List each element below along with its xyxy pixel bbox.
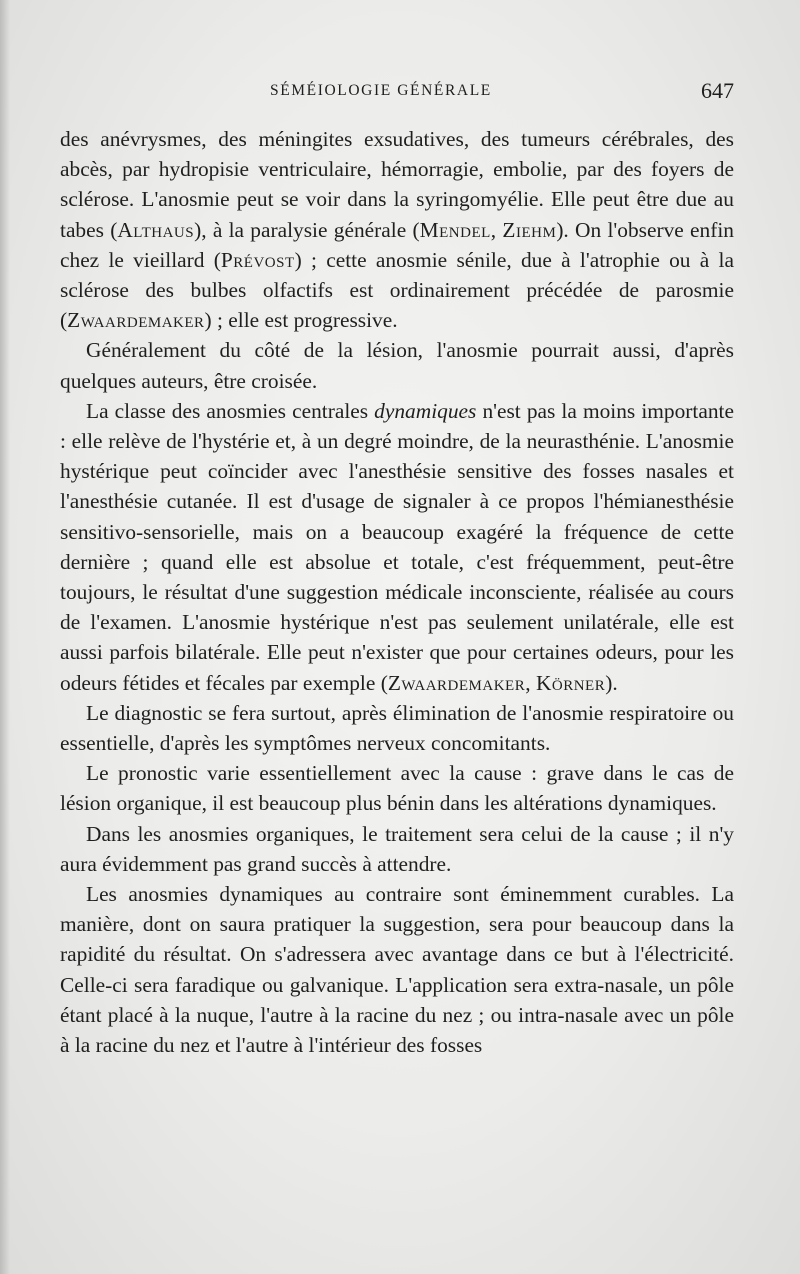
paragraph <box>60 758 734 818</box>
text-run: ) ; cette anosmie sénile, due à l'atrophie ou à la sclérose des bulbes olfactifs est ordinairement précédée de parosmie ( <box>60 247 734 333</box>
page-number: 647 <box>701 78 734 103</box>
emphasis: dynamiques <box>374 398 477 423</box>
page-edge-shadow <box>0 0 10 1274</box>
author-name: Prévost <box>220 247 295 272</box>
text-run: Le diagnostic se fera surtout, après élimination de l'anosmie respiratoire ou essentielle, d'après les symptômes nerveux concomitants. <box>60 700 734 756</box>
body-text <box>60 124 734 1060</box>
author-name: Zwaardemaker <box>67 308 205 333</box>
paragraph <box>60 396 734 698</box>
author-name: Zwaardemaker <box>387 670 526 695</box>
text-run: , <box>525 670 536 695</box>
text-run: ) ; elle est progressive. <box>204 308 398 333</box>
text-run: Le pronostic varie essentiellement avec la cause : grave dans le cas de lésion organique, il est beaucoup plus bénin dans les altérations dynamiques. <box>60 761 734 816</box>
author-name: Mendel <box>419 217 491 242</box>
text-run: n'est pas la moins importante : elle relève de l'hystérie et, à un degré moindre, de la neurasthénie. L'anosmie hystérique peut coïncider avec l'anesthésie sensitive des fosses nasales et l'anesthésie cutanée. Il est d'usage de signaler à ce propos l'hémianesthésie sensitivo-sensorielle, mais on a beaucoup exagéré la fréquence de cette dernière ; quand elle est absolue et totale, c'est fréquemment, peut-être toujours, le résultat d'une suggestion médicale inconsciente, réalisée au cours de l'examen. L'anosmie hystérique n'est pas seulement unilatérale, elle est aussi parfois bilatérale. Elle peut n'exister que pour certaines odeurs, pour les odeurs fétides et fécales par exemple ( <box>60 398 734 695</box>
text-run: Généralement du côté de la lésion, l'anosmie pourrait aussi, d'après quelques auteurs, être croisée. <box>60 338 734 393</box>
text-run: Les anosmies dynamiques au contraire sont éminemment curables. La manière, dont on saura pratiquer la suggestion, sera pour beaucoup dans la rapidité du résultat. On s'adressera avec avantage dans ce but à l'électricité. Celle-ci sera faradique ou galvanique. L'application sera extra-nasale, un pôle étant placé à la nuque, l'autre à la racine du nez ; ou intra-nasale avec un pôle à la racine du nez et l'autre à l'intérieur des fosses <box>60 882 734 1058</box>
text-run: , <box>490 217 503 242</box>
running-title: SÉMÉIOLOGIE GÉNÉRALE <box>270 82 492 99</box>
author-name: Körner <box>535 670 606 695</box>
paragraph <box>60 124 734 335</box>
text-run: des anévrysmes, des méningites exsudatives, des tumeurs cérébrales, des abcès, par hydropisie ventriculaire, hémorragie, embolie, par des foyers de sclérose. L'anosmie peut se voir dans la syringomyélie. Elle peut être due au tabes ( <box>60 127 734 242</box>
text-run: ). On l'observe enfin chez le vieillard ( <box>60 217 734 272</box>
paragraph <box>60 698 734 758</box>
text-run: ), à la paralysie générale ( <box>194 217 420 242</box>
paragraph <box>60 335 734 395</box>
text-run: La classe des anosmies centrales <box>86 398 375 423</box>
author-name: Ziehm <box>502 217 557 242</box>
paragraph <box>60 879 734 1060</box>
paragraph <box>60 819 734 879</box>
page-header <box>60 74 736 114</box>
author-name: Althaus <box>117 217 195 242</box>
text-run: Dans les anosmies organiques, le traitement sera celui de la cause ; il n'y aura évidemment pas grand succès à attendre. <box>60 821 734 876</box>
text-run: ). <box>605 670 618 695</box>
